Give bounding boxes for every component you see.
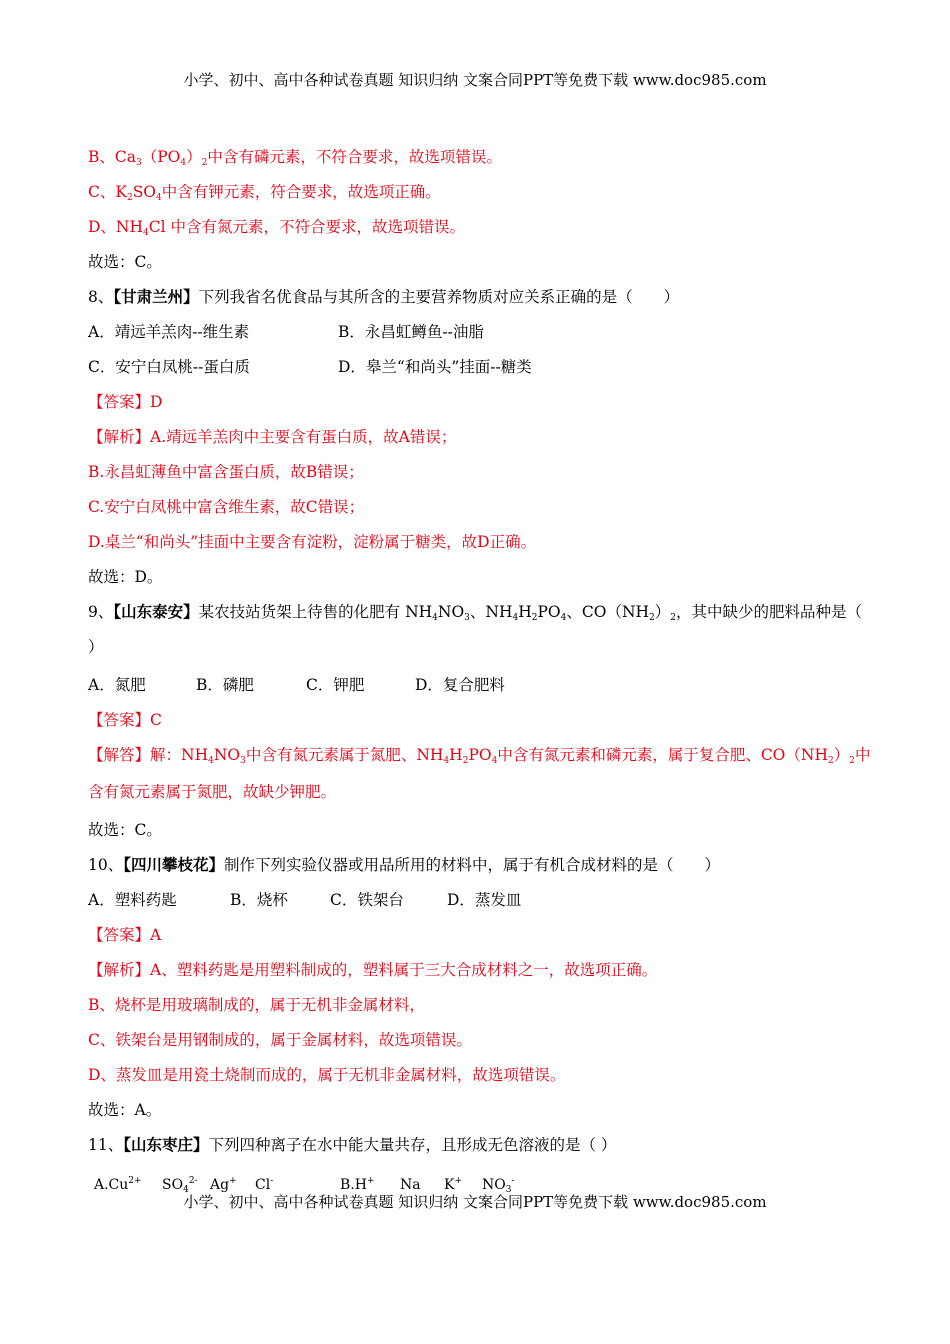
q8-options-row2 xyxy=(88,357,532,377)
q11-option-a-ion2: $SO_4^{2-}$ xyxy=(162,1176,198,1195)
page-header: 小学、初中、高中各种试卷真题 知识归纳 文案合同PPT等免费下载 www.doc985.com xyxy=(183,71,767,89)
q8-explanation-c: C.安宁白凤桃中富含维生素，故C错误； xyxy=(88,498,365,516)
q9-stem: 9、【山东泰安】某农技站货架上待售的化肥有 $NH_4NO_3$、$NH_4H_2PO_4$、$CO(NH_2)_2$，其中缺少的肥料品种是（ xyxy=(88,602,863,623)
q10-option-d: D．蒸发皿 xyxy=(447,891,522,909)
q9-explanation-line1: 【解答】解：$NH_4NO_3$中含有氮元素属于氮肥、$NH_4H_2PO_4$中含有氮元素和磷元素，属于复合肥、$CO(NH_2)_2$中 xyxy=(88,746,871,766)
q11-option-b-ion4: $NO_3^-$ xyxy=(482,1176,515,1195)
q10-explanation-d: D、蒸发皿是用瓷土烧制而成的，属于无机非金属材料，故选项错误。 xyxy=(88,1066,566,1084)
q8-option-b: B．永昌虹鳟鱼--油脂 xyxy=(338,323,484,341)
q11-stem: 11、【山东枣庄】下列四种离子在水中能大量共存，且形成无色溶液的是（ ） xyxy=(88,1135,617,1154)
q10-final-answer: 故选：A。 xyxy=(88,1101,162,1119)
q8-option-d: D．皋兰“和尚头”挂面--糖类 xyxy=(338,358,532,376)
q10-options xyxy=(88,890,521,910)
q8-answer: 【答案】D xyxy=(88,393,163,411)
q8-explanation-d: D.桌兰“和尚头”挂面中主要含有淀粉，淀粉属于糖类，故D正确。 xyxy=(88,533,537,551)
q8-explanation-a: 【解析】A.靖远羊羔肉中主要含有蛋白质，故A错误； xyxy=(88,428,457,446)
q11-option-a-ion1: $A.Cu^{2+}$ xyxy=(94,1176,142,1193)
q10-answer: 【答案】A xyxy=(88,926,162,944)
q11-option-b-ion1: B.H+ xyxy=(340,1176,375,1193)
prev-final-answer: 故选：C。 xyxy=(88,253,162,271)
q9-option-b: B．磷肥 xyxy=(196,676,254,694)
q9-stem-paren: ） xyxy=(88,638,104,656)
q11-option-a-ion4: Cl- xyxy=(255,1176,274,1193)
q8-final-answer: 故选：D。 xyxy=(88,568,163,586)
q10-explanation-b: B、烧杯是用玻璃制成的，属于无机非金属材料， xyxy=(88,996,425,1014)
q10-stem: 10、【四川攀枝花】制作下列实验仪器或用品所用的材料中，属于有机合成材料的是（ ） xyxy=(88,855,721,874)
q10-option-b: B．烧杯 xyxy=(230,891,288,909)
q8-option-a: A．靖远羊羔肉--维生素 xyxy=(88,323,250,341)
q9-option-c: C．钾肥 xyxy=(306,676,365,694)
q9-option-a: A．氮肥 xyxy=(88,676,146,694)
q8-explanation-b: B.永昌虹薄鱼中富含蛋白质，故B错误； xyxy=(88,463,364,481)
q9-explanation-line2: 含有氮元素属于氮肥，故缺少钾肥。 xyxy=(88,783,337,801)
q9-options xyxy=(88,675,505,695)
q10-explanation-a: 【解析】A、塑料药匙是用塑料制成的，塑料属于三大合成材料之一，故选项正确。 xyxy=(88,961,658,979)
prev-option-b-explanation: B、$Ca_3(PO_4)_2$中含有磷元素，不符合要求，故选项错误。 xyxy=(88,148,502,168)
q11-option-b-ion2: Na xyxy=(400,1177,421,1193)
q10-option-c: C．铁架台 xyxy=(330,891,404,909)
q8-stem: 8、【甘肃兰州】下列我省名优食品与其所含的主要营养物质对应关系正确的是（ ） xyxy=(88,287,680,306)
q11-option-b-ion3: K+ xyxy=(444,1176,463,1193)
page-footer: 小学、初中、高中各种试卷真题 知识归纳 文案合同PPT等免费下载 www.doc985.com xyxy=(183,1193,767,1211)
q8-option-c: C．安宁白凤桃--蛋白质 xyxy=(88,358,250,376)
q10-option-a: A．塑料药匙 xyxy=(88,891,177,909)
prev-option-c-explanation: C、$K_2SO_4$中含有钾元素，符合要求，故选项正确。 xyxy=(88,183,441,203)
prev-option-d-explanation: D、$NH_4Cl$ 中含有氮元素，不符合要求，故选项错误。 xyxy=(88,218,465,238)
q8-options-row1 xyxy=(88,322,484,342)
q9-option-d: D．复合肥料 xyxy=(415,676,505,694)
q9-answer: 【答案】C xyxy=(88,711,162,729)
q10-explanation-c: C、铁架台是用钢制成的，属于金属材料，故选项错误。 xyxy=(88,1031,472,1049)
q11-option-a-ion3: Ag+ xyxy=(210,1176,237,1193)
q9-final-answer: 故选：C。 xyxy=(88,821,162,839)
